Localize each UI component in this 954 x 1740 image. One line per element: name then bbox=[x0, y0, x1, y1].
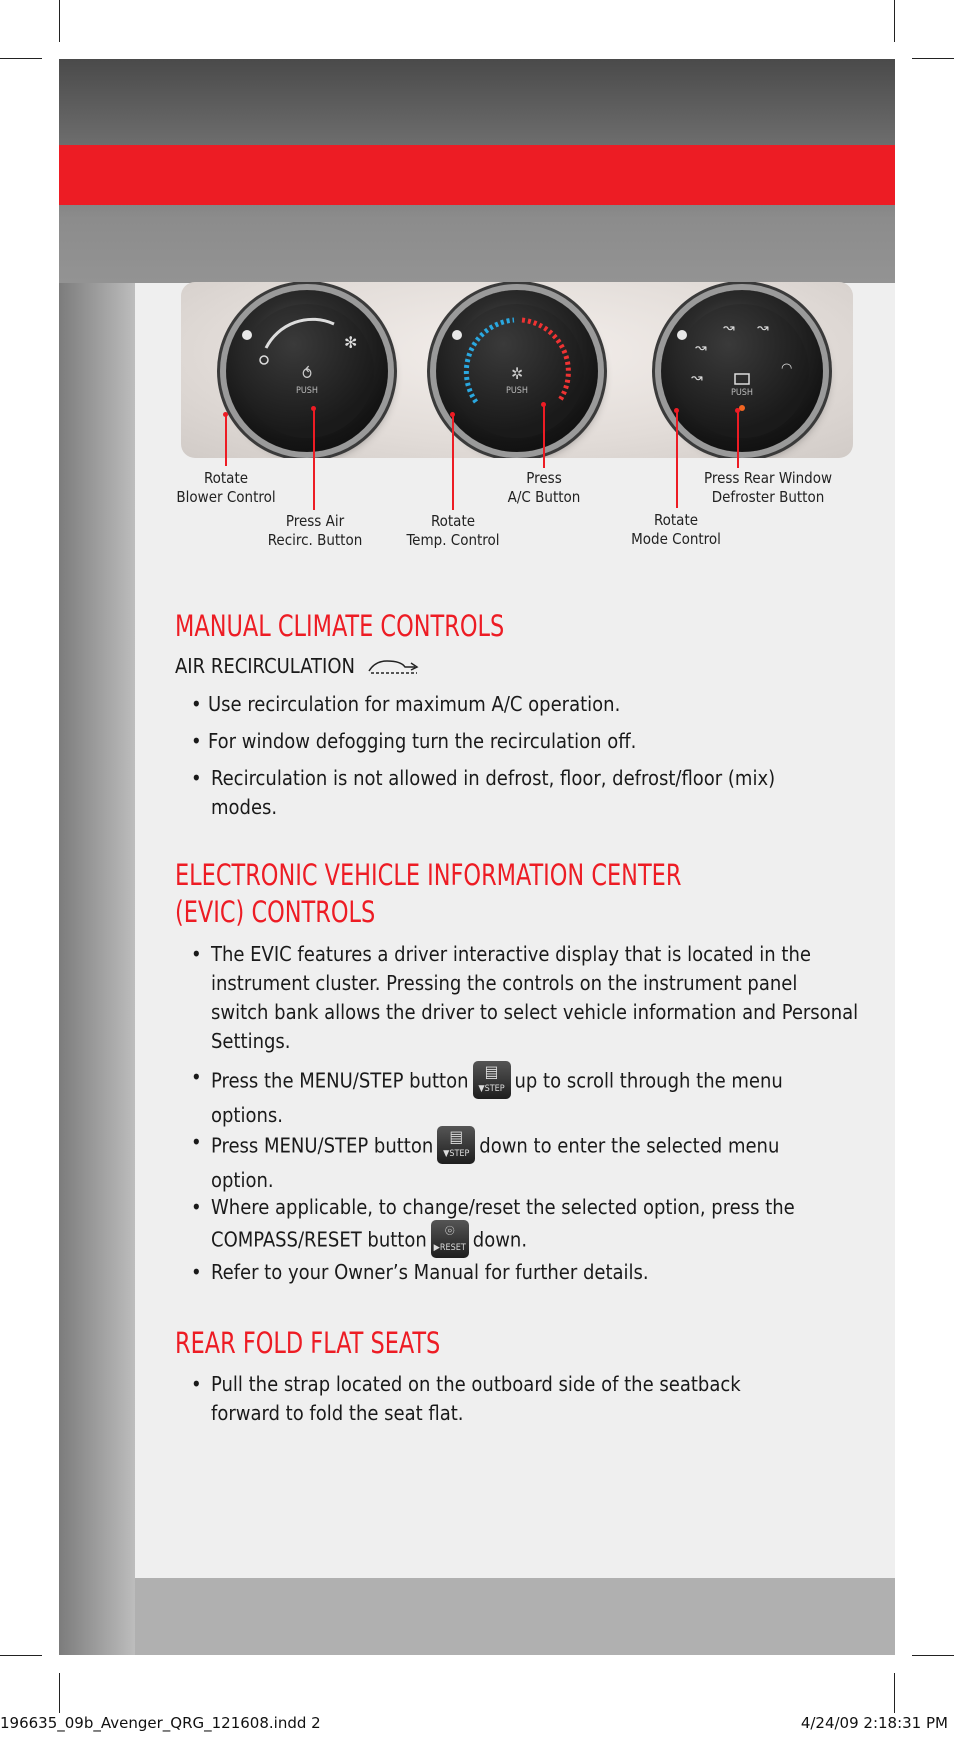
callout-line-recirc bbox=[313, 408, 315, 510]
menu-step-button-icon: ▤ ▼STEP bbox=[437, 1126, 475, 1164]
temperature-knob bbox=[436, 290, 598, 452]
svg-text:↝: ↝ bbox=[695, 340, 707, 356]
crop-mark bbox=[0, 58, 42, 59]
callout-defroster: Press Rear Window Defroster Button bbox=[703, 469, 833, 506]
callout-temp: Rotate Temp. Control bbox=[406, 512, 500, 549]
callout-line-ac bbox=[543, 404, 545, 468]
crop-mark bbox=[912, 1655, 954, 1656]
section-title-seats: REAR FOLD FLAT SEATS bbox=[175, 1326, 441, 1360]
airflow-mode-icons bbox=[661, 290, 823, 452]
list-item: • Where applicable, to change/reset the selected option, press the COMPASS/RESET button ⌾ ▶RESET down. bbox=[191, 1193, 859, 1260]
blower-knob bbox=[226, 290, 388, 452]
crop-mark bbox=[894, 0, 895, 42]
list-item: • Pull the strap located on the outboard side of the seatback forward to fold the seat flat. bbox=[191, 1372, 741, 1425]
list-item: • Press the MENU/STEP button ▤ ▼STEP up to scroll through the menu options. bbox=[191, 1062, 783, 1127]
callout-line-mode bbox=[676, 410, 678, 508]
callout-line-temp bbox=[452, 414, 454, 510]
section-title-climate: MANUAL CLIMATE CONTROLS bbox=[175, 609, 505, 643]
crop-mark bbox=[59, 0, 60, 42]
list-item: • Press MENU/STEP button ▤ ▼STEP down to enter the selected menu option. bbox=[191, 1127, 780, 1192]
callout-dot-recirc bbox=[311, 406, 316, 411]
compass-reset-button-icon: ⌾ ▶RESET bbox=[431, 1220, 469, 1258]
air-recirculation-heading: AIR RECIRCULATION bbox=[175, 654, 423, 679]
snowflake-icon: ✲ bbox=[510, 364, 524, 383]
section-title-evic-line1: ELECTRONIC VEHICLE INFORMATION CENTER bbox=[175, 858, 682, 892]
callout-ac: Press A/C Button bbox=[507, 469, 581, 506]
list-item: • Recirculation is not allowed in defrost, floor, defrost/floor (mix) modes. bbox=[191, 766, 776, 819]
callout-recirc: Press Air Recirc. Button bbox=[267, 512, 363, 549]
svg-text:◠: ◠ bbox=[781, 361, 793, 376]
print-timestamp: 4/24/09 2:18:31 PM bbox=[800, 1714, 948, 1732]
callout-dot-ac bbox=[541, 402, 546, 407]
recirculation-icon bbox=[365, 657, 423, 679]
list-item: Use recirculation for maximum A/C operation. • bbox=[191, 692, 621, 716]
section-title-evic-line2: (EVIC) CONTROLS bbox=[175, 895, 376, 929]
header-red-band bbox=[59, 145, 895, 205]
page-left-gradient bbox=[59, 283, 135, 1655]
callout-dot-temp bbox=[450, 412, 455, 417]
crop-mark bbox=[0, 1655, 42, 1656]
callout-line-defroster bbox=[737, 410, 739, 468]
list-item: For window defogging turn the recirculation off. • bbox=[191, 729, 637, 753]
file-slug: 196635_09b_Avenger_QRG_121608.indd 2 bbox=[0, 1714, 321, 1732]
callout-dot-blower bbox=[223, 412, 228, 417]
callout-line-blower bbox=[225, 414, 227, 466]
callout-dot-defroster bbox=[735, 408, 740, 413]
push-label: PUSH bbox=[730, 388, 754, 398]
callout-dot-mode bbox=[674, 408, 679, 413]
crop-mark bbox=[59, 1673, 60, 1713]
callout-mode: Rotate Mode Control bbox=[631, 511, 721, 548]
climate-controls-photo bbox=[181, 282, 853, 458]
svg-text:↝: ↝ bbox=[723, 320, 735, 336]
svg-text:✻: ✻ bbox=[344, 333, 358, 352]
list-item: • The EVIC features a driver interactive display that is located in the instrument cluster. Pressing the controls on the instrument panel switch bank allows the driver to select vehicle information and Personal Settings. bbox=[191, 942, 859, 1053]
crop-mark bbox=[912, 58, 954, 59]
svg-text:↝: ↝ bbox=[691, 370, 703, 386]
menu-step-button-icon: ▤ ▼STEP bbox=[473, 1061, 511, 1099]
svg-text:↝: ↝ bbox=[757, 320, 769, 336]
mode-knob bbox=[661, 290, 823, 452]
list-item: • Refer to your Owner’s Manual for further details. bbox=[191, 1260, 649, 1284]
push-label: PUSH bbox=[295, 386, 319, 396]
crop-mark bbox=[894, 1673, 895, 1713]
callout-blower: Rotate Blower Control bbox=[176, 469, 276, 506]
push-label: PUSH bbox=[505, 386, 529, 396]
recirc-icon: ⥀ bbox=[302, 364, 312, 383]
